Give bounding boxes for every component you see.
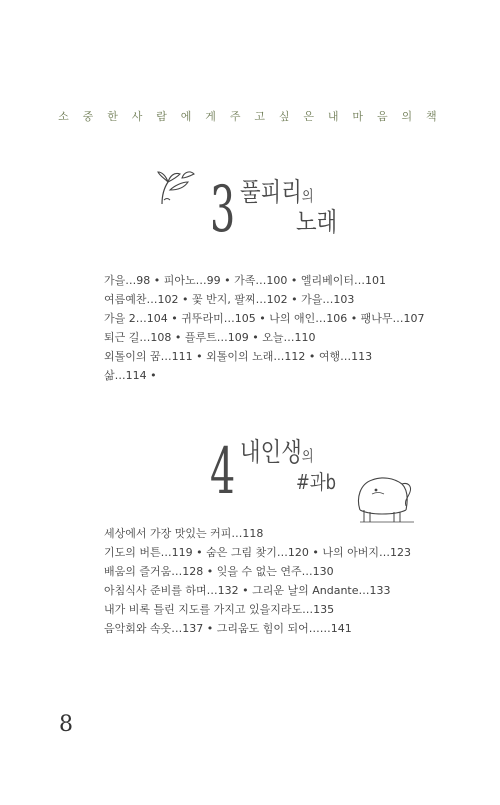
page-number: 8 [59,712,73,737]
tagline: 소 중 한 사 람 에 게 주 고 싶 은 내 마 음 의 책 [58,110,442,123]
toc-line[interactable]: 아침식사 준비를 하며…132 • 그리운 날의 Andante…133 [104,584,391,597]
section-title-suffix: 의 [301,187,314,205]
toc-line[interactable]: 삶…114 • [104,369,157,382]
plant-sprout-icon [152,160,202,210]
toc-line[interactable]: 가을 2…104 • 귀뚜라미…105 • 나의 애인…106 • 팽나무…107 [104,312,425,325]
section-number: 3 [210,173,236,247]
section-title-main: 풀피리 [240,178,302,208]
section-title-line1 [240,180,314,206]
toc-line[interactable]: 음악회와 속옷…137 • 그리움도 힘이 되어……141 [104,622,352,635]
toc-line[interactable]: 세상에서 가장 맛있는 커피…118 [104,527,264,540]
section-title-main: #과 [296,470,326,494]
toc-line[interactable]: 여름예찬…102 • 꽃 반지, 팔찌…102 • 가을…103 [104,293,355,306]
elephant-sketch-icon [350,470,420,530]
section-number: 4 [210,435,236,509]
toc-line[interactable]: 외톨이의 꿈…111 • 외톨이의 노래…112 • 여행…113 [104,350,373,363]
toc-line[interactable]: 가을…98 • 피아노…99 • 가족…100 • 엘리베이터…101 [104,274,386,287]
section-title-main: 내인생 [240,438,302,468]
section-title-line2 [296,472,336,492]
toc-line[interactable]: 퇴근 길…108 • 플루트…109 • 오늘…110 [104,331,316,344]
section-title-suffix: b [325,470,337,494]
toc-line[interactable]: 내가 비록 틀린 지도를 가지고 있을지라도…135 [104,603,335,616]
toc-line[interactable]: 배움의 즐거움…128 • 잊을 수 없는 연주…130 [104,565,334,578]
toc-list [104,275,425,389]
section-title-main: 노래 [296,208,338,238]
toc-list [104,528,411,642]
section-title-suffix: 의 [301,447,314,465]
section-title-line1 [240,440,314,466]
section-title-line2 [296,210,337,236]
toc-line[interactable]: 기도의 버튼…119 • 숨은 그림 찾기…120 • 나의 아버지…123 [104,546,411,559]
